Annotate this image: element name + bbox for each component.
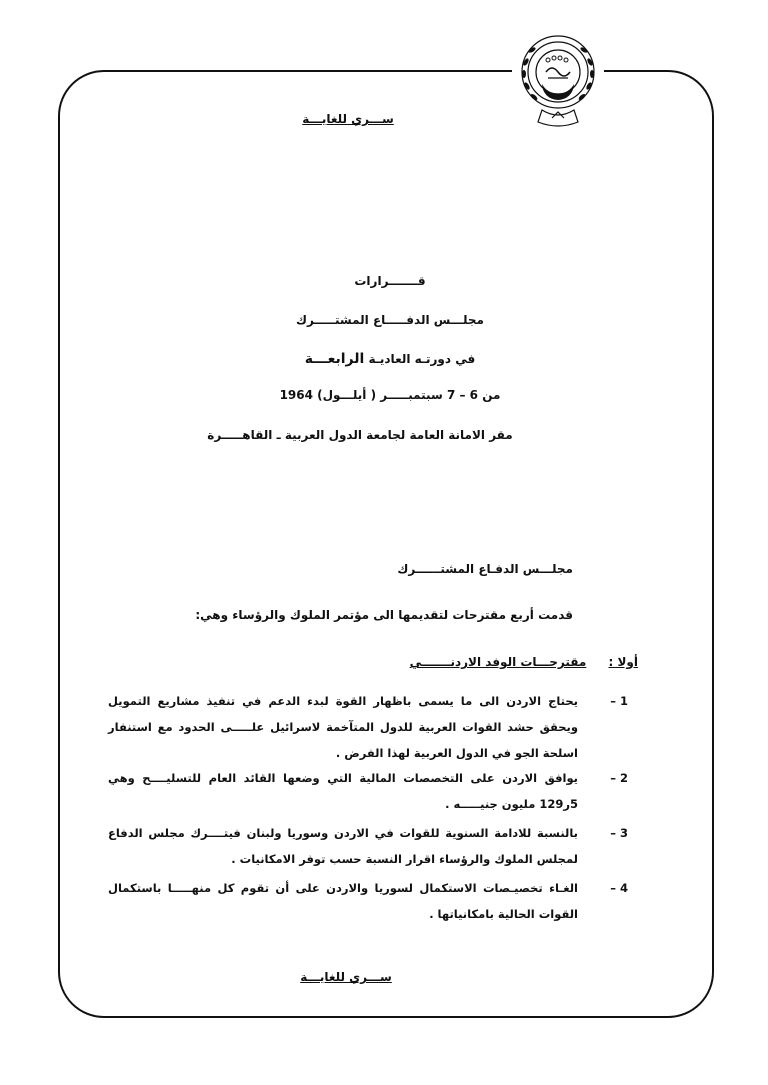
part-one-label: أولا : bbox=[608, 655, 638, 669]
arab-league-emblem-icon bbox=[512, 22, 604, 132]
list-item-number: 4 – bbox=[610, 881, 628, 895]
title-session-emphasis: الرابعـــة bbox=[304, 351, 365, 367]
title-session-prefix: في دورتـه العاديـة bbox=[368, 352, 476, 366]
intro-paragraph: قدمت أربع مقترحات لتقديمها الى مؤتمر الملوك والرؤساء وهي: bbox=[195, 608, 573, 622]
part-one-heading bbox=[118, 655, 638, 669]
section-heading: مجلـــس الدفـاع المشتــــــرك bbox=[397, 562, 573, 576]
list-item-text: بالنسبة للادامة السنوية للقوات في الاردن وسوريا ولبنان فيتــــرك مجلس الدفاع لمجلس الملوك والرؤساء اقرار النسبة حسب توفر الامكانيات . bbox=[108, 826, 578, 866]
title-dates: من 6 – 7 سبتمبـــــر ( أيلـــول) 1964 bbox=[279, 388, 501, 402]
classification-top: ســـري للغايـــة bbox=[302, 112, 394, 126]
list-item bbox=[108, 820, 628, 872]
list-item bbox=[108, 875, 628, 927]
list-item-text: الغـاء تخصيـصات الاستكمال لسوريا والاردن على أن تقوم كل منهـــــا باستكمال القوات الحالية بامكانياتها . bbox=[108, 881, 578, 921]
list-item-text: يحتاج الاردن الى ما يسمى باظهار القوة لبدء الدعم في تنفيذ مشاريع التمويل ويحقق حشد القوات العربية للدول المتآخمة لاسرائيل علـــــى الحدود مع استنفار اسلحة الجو في الدول العربية لهذا الفرض . bbox=[108, 694, 578, 760]
list-item bbox=[108, 765, 628, 817]
list-item bbox=[108, 688, 628, 766]
list-item-number: 1 – bbox=[610, 694, 628, 708]
list-item-number: 3 – bbox=[610, 826, 628, 840]
classification-bottom: ســـري للغايـــة bbox=[300, 970, 392, 984]
title-council: مجلـــس الدفـــــاع المشتـــــرك bbox=[296, 313, 484, 327]
title-session bbox=[200, 351, 580, 367]
list-item-number: 2 – bbox=[610, 771, 628, 785]
title-location: مقر الامانة العامة لجامعة الدول العربية ـ القاهـــــرة bbox=[207, 428, 513, 442]
part-one-title: مقترحـــات الوفد الاردنـــــــي bbox=[409, 655, 587, 669]
list-item-text: يوافق الاردن على التخصصات المالية التي وضعها القائد العام للتسليــــح وهي 5ر129 مليون جنيـــــه . bbox=[108, 771, 578, 811]
title-decisions: قـــــــرارات bbox=[354, 274, 426, 288]
